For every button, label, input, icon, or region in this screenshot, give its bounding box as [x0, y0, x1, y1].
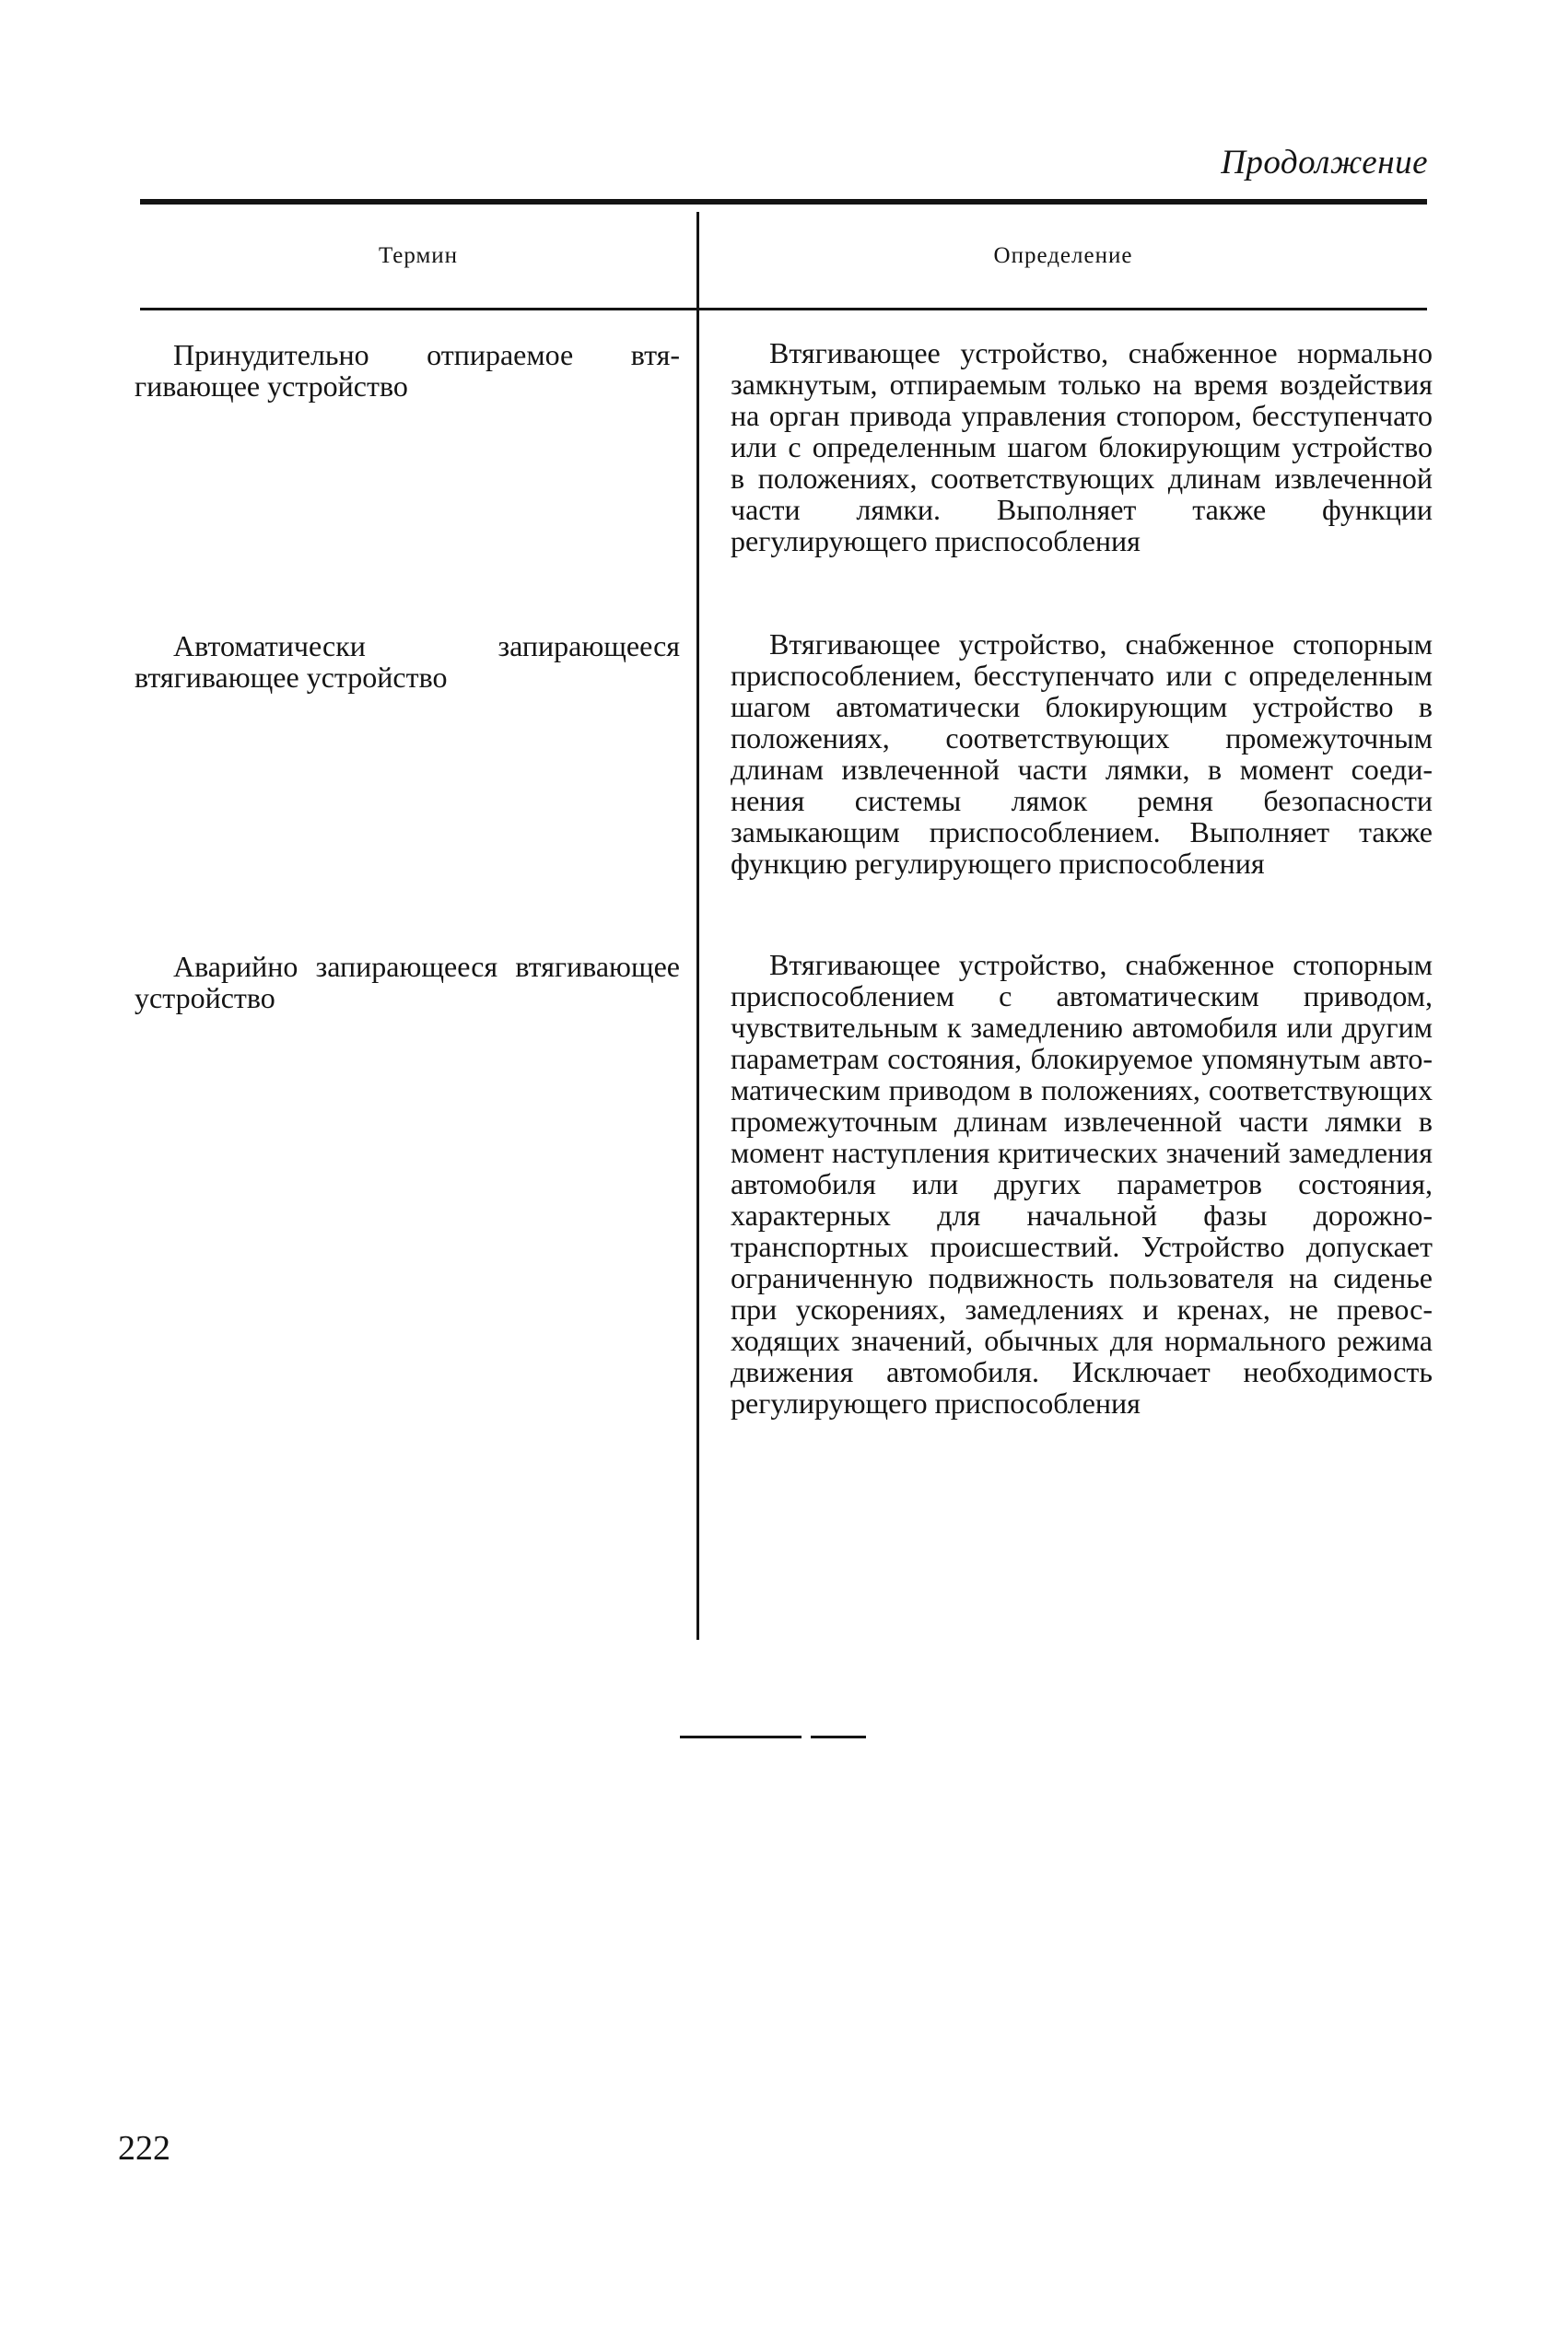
definition-cell: Втягивающее устройство, снабженное стопорным приспособлением, бесступенчато или с определенным шагом автоматически блокирующим устройство в положениях, соответствующих промежуточным длинам извлеченной части лямки, в момент соединения системы лямок ремня безопасности замыкающим приспособлением. Выполняет также функцию регулирующего приспособления	[731, 627, 1433, 880]
column-divider	[696, 212, 699, 1640]
table-top-rule	[140, 199, 1427, 205]
term-cell: Аварийно запирающееся втягивающее устройство	[135, 950, 680, 1014]
definition-cell: Втягивающее устройство, снабженное стопорным приспособлением с автоматическим приводом, чувствительным к замедлению автомобиля или другим параметрам состояния, блокируемое упомянутым автоматическим приводом в положениях, соответствующих промежуточным длинам извлеченной части лямки в момент наступления критических значений замедления автомобиля или других параметров состояния, характерных для начальной фазы дорожно-транспортных происшествий. Устройство допускает ограниченную подвижность пользователя на сиденье при ускорениях, замедлениях и кренах, не превосходящих значений, обычных для нормального режима движения автомобиля. Исключает необходимость регулирующего приспособления	[731, 948, 1433, 1420]
continuation-label: Продолжение	[1221, 144, 1428, 181]
header-definition: Определение	[993, 243, 1133, 268]
header-term: Термин	[378, 243, 459, 268]
end-rule	[811, 1736, 866, 1738]
page-number: 222	[118, 2129, 170, 2168]
end-rule	[680, 1736, 802, 1738]
definition-cell: Втягивающее устройство, снабженное нормально замкнутым, отпираемым только на время воздействия на орган привода управления стопором, бесступенчато или с определенным шагом блокирующим устройство в положениях, соответствующих длинам извлеченной части лямки. Выполняет также функции регулирующего приспособления	[731, 336, 1433, 557]
table-header-rule	[140, 308, 1427, 310]
term-cell: Автоматически запирающееся втягивающее устройство	[135, 629, 680, 694]
term-cell: Принудительно отпираемое втягивающее устройство	[135, 338, 680, 403]
